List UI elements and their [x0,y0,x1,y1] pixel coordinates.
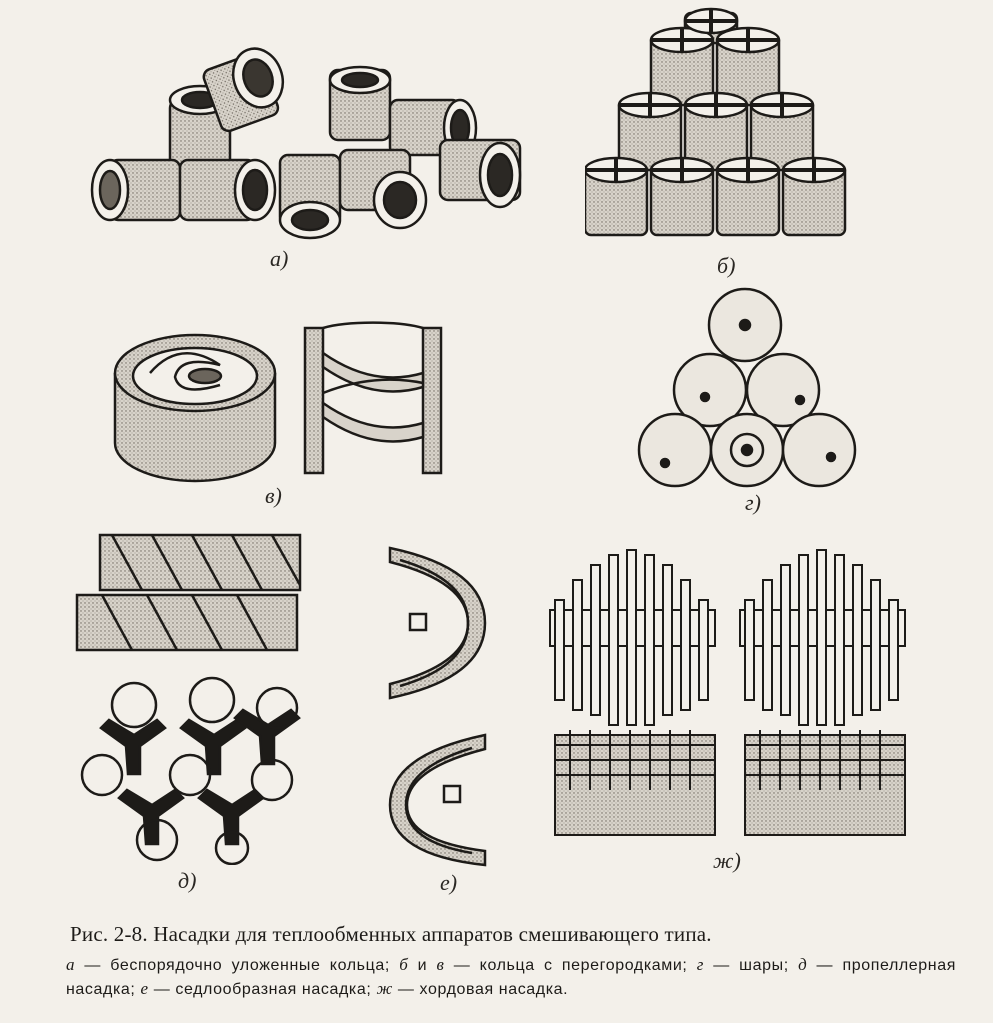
legend-text-g: — шары; [704,957,799,974]
partitioned-rings-stack-icon [585,5,855,250]
spiral-partition-ring-icon [105,318,465,483]
panel-a-label: а) [270,246,289,271]
panel-b-label: б) [717,253,736,278]
panel-zh-label: ж) [713,848,741,873]
panel-e [380,540,500,895]
panel-g [635,285,860,515]
legend-text-e: — седлообразная насадка; [148,981,377,998]
legend-key-b: б [399,955,409,974]
legend-key-g: г [696,955,704,974]
ball-stack-icon [635,285,860,490]
figure-legend [66,953,956,1001]
panel-d [72,530,322,893]
legend-key-v: в [436,955,445,974]
figure-caption: Рис. 2-8. Насадки для теплообменных аппаратов смешивающего типа. [70,922,712,946]
saddle-packing-icon [380,540,500,870]
legend-text-a: — беспорядочно уложенные кольца; [75,957,400,974]
panel-g-label: г) [745,490,761,515]
panel-d-label: д) [178,868,197,893]
propeller-packing-icon [72,530,322,865]
panel-b [585,5,855,278]
legend-key-a: а [66,955,76,974]
panel-e-label: е) [440,870,458,895]
legend-key-d: д [798,955,808,974]
legend-key-e: е [140,979,149,998]
legend-text-b: и [408,957,437,974]
legend-text-v: — кольца с перегородками; [444,957,697,974]
chord-packing-icon [545,540,925,850]
legend-text-zh: — хордовая насадка. [392,981,569,998]
panel-v-label: в) [265,483,282,508]
legend-text-d: — пропеллерная насадка; [66,957,957,998]
random-rings-icon [80,40,550,250]
panel-v [105,318,465,508]
panel-zh [545,540,925,873]
legend-key-zh: ж [376,979,393,998]
panel-a [80,40,550,271]
